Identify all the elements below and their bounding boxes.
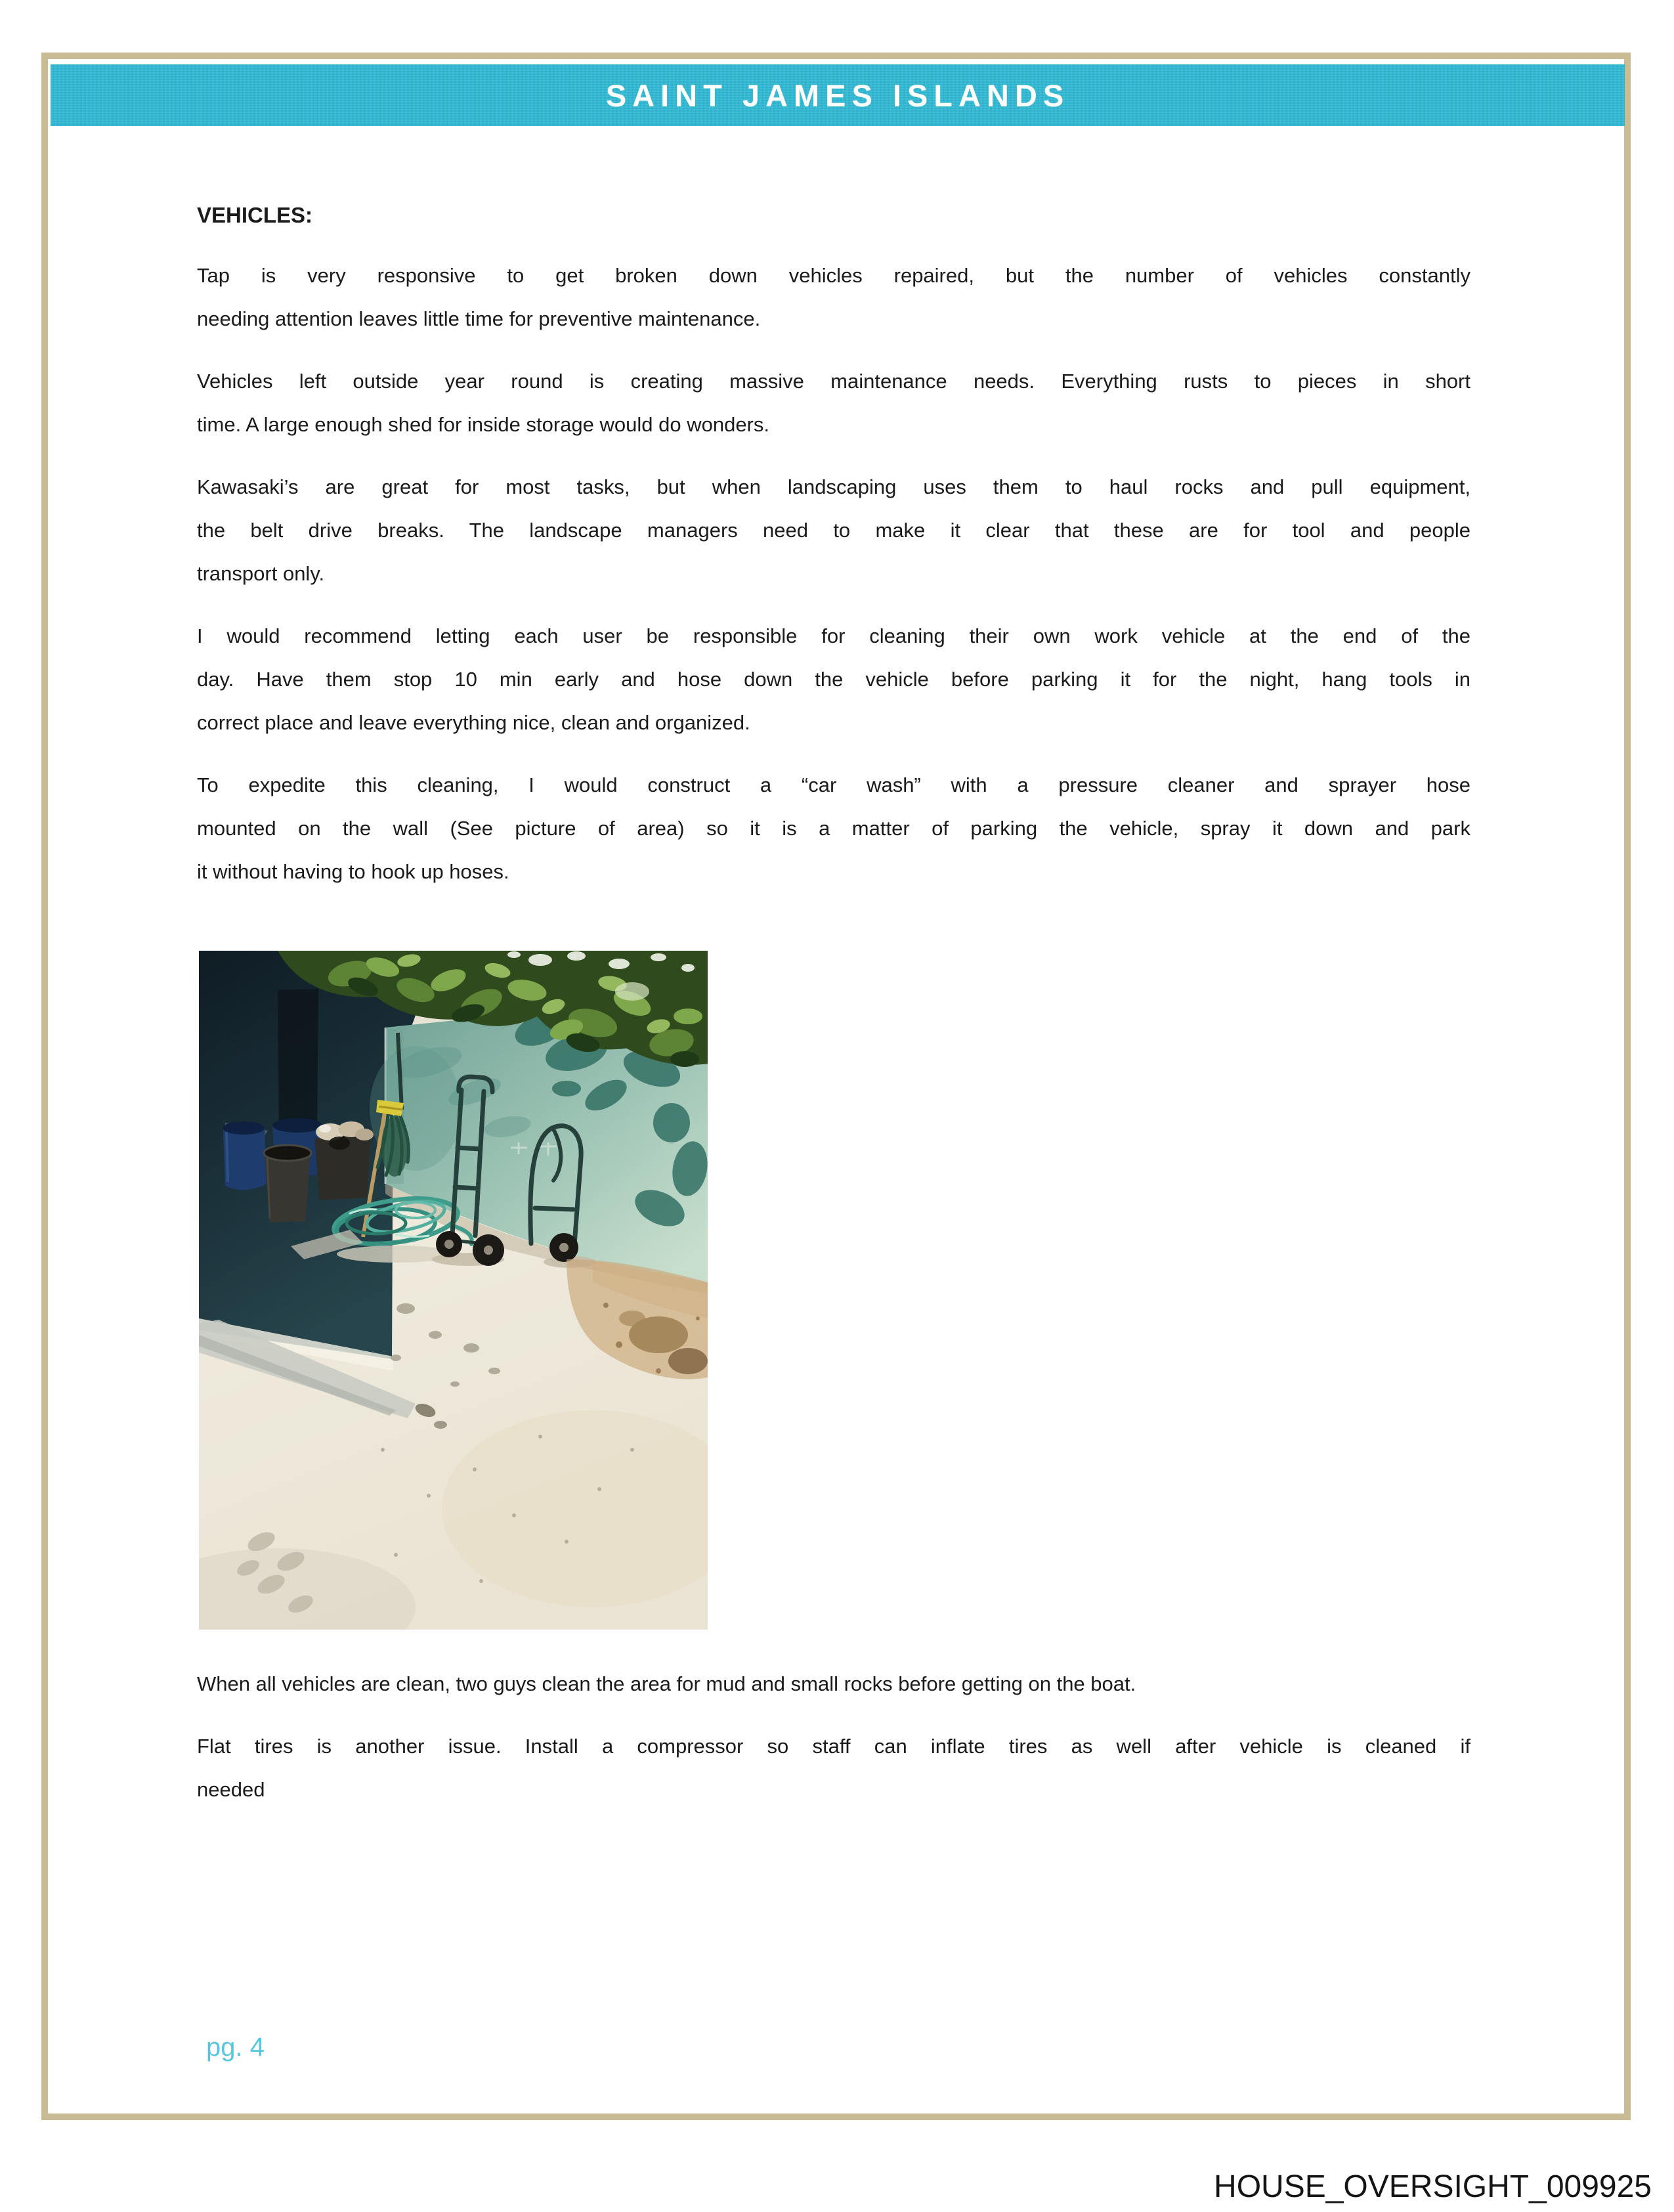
paragraph-line: time. A large enough shed for inside storage would do wonders. [197,413,769,436]
page-number: pg. 4 [206,2033,265,2062]
document-body [197,194,1470,1831]
paragraph-line: needed [197,1778,265,1801]
paragraph-line: I would recommend letting each user be responsible for cleaning their own work vehicle at the end of the [197,624,1470,647]
paragraph [197,466,1470,596]
paragraph [197,764,1470,894]
paragraph-line: Tap is very responsive to get broken down vehicles repaired, but the number of vehicles constantly [197,264,1470,287]
paragraph-line: To expedite this cleaning, I would construct a “car wash” with a pressure cleaner and sprayer hose [197,773,1470,796]
paragraph-line: transport only. [197,562,325,585]
area-photo [199,951,708,1630]
paragraph [197,1725,1470,1811]
paragraph-line: the belt drive breaks. The landscape managers need to make it clear that these are for tool and people [197,519,1470,542]
paragraph-line: Kawasaki’s are great for most tasks, but when landscaping uses them to haul rocks and pull equipment, [197,475,1470,498]
paragraph [197,254,1470,341]
paragraph-line: it without having to hook up hoses. [197,860,509,883]
bates-number: HOUSE_OVERSIGHT_009925 [1214,2169,1652,2204]
paragraph-line: mounted on the wall (See picture of area) so it is a matter of parking the vehicle, spray it down and park [197,817,1470,840]
page-header-banner [51,64,1625,126]
header-title: SAINT JAMES ISLANDS [605,77,1070,113]
paragraph-line: Flat tires is another issue. Install a compressor so staff can inflate tires as well after vehicle is cleaned if [197,1735,1470,1758]
paragraph [197,615,1470,745]
section-heading: VEHICLES: [197,203,313,227]
paragraph-line: When all vehicles are clean, two guys clean the area for mud and small rocks before getting on the boat. [197,1672,1136,1695]
paragraph-line: needing attention leaves little time for preventive maintenance. [197,307,761,330]
paragraph [197,360,1470,446]
paragraph [197,1662,1470,1706]
paragraph-line: day. Have them stop 10 min early and hose down the vehicle before parking it for the night, hang tools in [197,668,1470,691]
paragraph-line: correct place and leave everything nice, clean and organized. [197,711,750,734]
paragraph-line: Vehicles left outside year round is creating massive maintenance needs. Everything rusts to pieces in short [197,370,1470,393]
